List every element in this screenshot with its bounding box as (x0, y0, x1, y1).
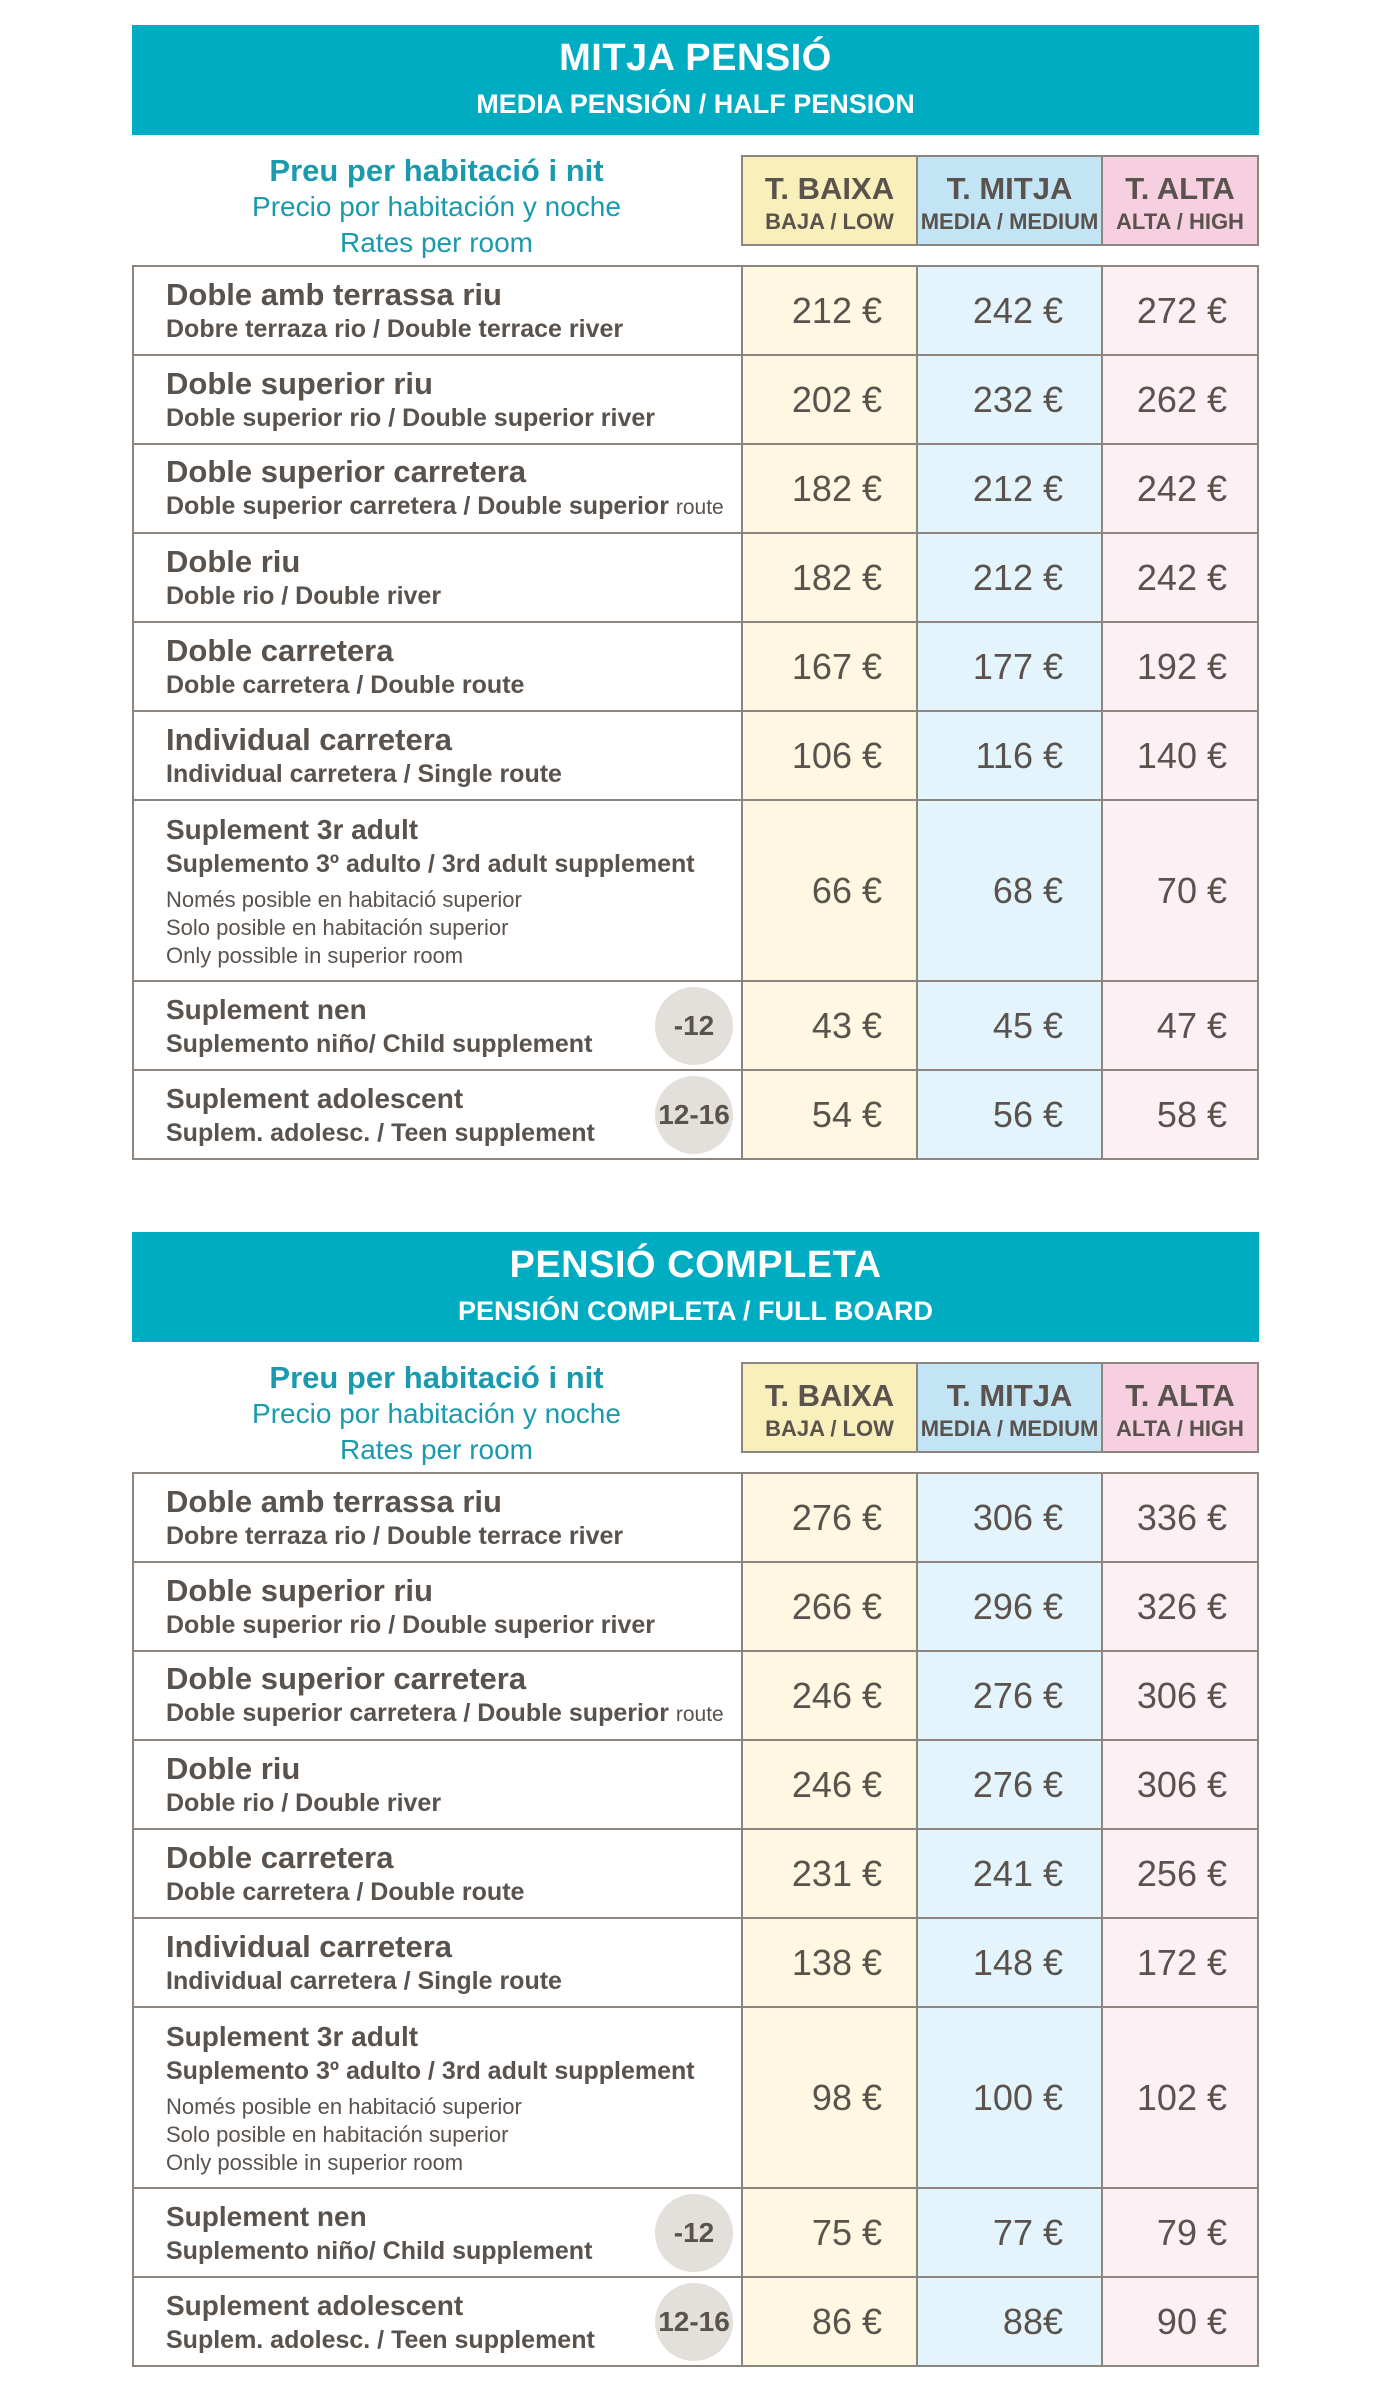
price-high: 326 € (1101, 1563, 1259, 1650)
price-medium: 68 € (916, 801, 1101, 980)
price-high: 47 € (1101, 982, 1259, 1069)
price-low: 182 € (741, 445, 916, 532)
price-low: 266 € (741, 1563, 916, 1650)
table-row (132, 2278, 1259, 2367)
season-name: T. ALTA (1125, 171, 1235, 206)
table-row (132, 267, 1259, 356)
room-type-cell (132, 267, 741, 354)
room-type-name: Doble superior carretera (166, 1660, 527, 1696)
room-type-cell (132, 712, 741, 799)
table-row (132, 2189, 1259, 2278)
price-medium: 241 € (916, 1830, 1101, 1917)
price-low: 54 € (741, 1071, 916, 1158)
room-type-translation-text: Doble superior carretera / Double superior (166, 491, 669, 520)
room-type-translation-text: Doble rio / Double river (166, 581, 442, 610)
season-header-low (741, 157, 916, 244)
price-medium: 232 € (916, 356, 1101, 443)
price-high: 192 € (1101, 623, 1259, 710)
section-banner (132, 1232, 1259, 1342)
price-low: 231 € (741, 1830, 916, 1917)
room-type-name: Doble superior riu (166, 365, 433, 401)
price-high: 272 € (1101, 267, 1259, 354)
price-medium: 56 € (916, 1071, 1101, 1158)
season-sub: BAJA / LOW (765, 1416, 894, 1441)
room-type-cell (132, 2278, 741, 2365)
room-type-translation-text: Suplemento niño/ Child supplement (166, 2236, 593, 2265)
price-high: 306 € (1101, 1652, 1259, 1739)
room-type-translation-text: Doble carretera / Double route (166, 670, 525, 699)
season-header-high (1101, 1364, 1259, 1451)
table-row (132, 623, 1259, 712)
price-low: 182 € (741, 534, 916, 621)
rate-label-ca: Preu per habitació i nit (269, 153, 604, 188)
room-type-name: Doble superior carretera (166, 453, 527, 489)
room-type-cell (132, 801, 741, 980)
rate-label (132, 153, 741, 261)
season-name: T. MITJA (946, 1378, 1073, 1413)
room-type-translation-suffix: route (675, 1702, 724, 1726)
room-type-cell (132, 2189, 741, 2276)
room-type-cell (132, 1830, 741, 1917)
room-type-name: Suplement nen (166, 993, 367, 1025)
price-high: 262 € (1101, 356, 1259, 443)
price-high: 90 € (1101, 2278, 1259, 2365)
rate-label-ca: Preu per habitació i nit (269, 1360, 604, 1395)
room-type-translation (166, 1876, 741, 1908)
availability-note: Only possible in superior room (166, 2149, 464, 2175)
section-subtitle: MEDIA PENSIÓN / HALF PENSION (476, 89, 915, 119)
availability-note: Només posible en habitació superior (166, 886, 522, 912)
price-low: 212 € (741, 267, 916, 354)
room-type-translation-text: Doble superior carretera / Double superior (166, 1698, 669, 1727)
price-high: 242 € (1101, 445, 1259, 532)
room-type-name: Doble riu (166, 1750, 301, 1786)
price-low: 246 € (741, 1741, 916, 1828)
room-type-cell (132, 1652, 741, 1739)
price-high: 58 € (1101, 1071, 1259, 1158)
season-sub: ALTA / HIGH (1116, 1416, 1244, 1441)
room-type-cell (132, 356, 741, 443)
room-type-translation-text: Suplemento 3º adulto / 3rd adult supplement (166, 849, 695, 878)
price-medium: 116 € (916, 712, 1101, 799)
section-title: PENSIÓ COMPLETA (509, 1244, 882, 1286)
room-type-translation (166, 848, 741, 880)
room-type-translation (166, 1520, 741, 1552)
price-table (132, 265, 1259, 1160)
season-header-row (741, 1362, 1259, 1453)
rate-label (132, 1360, 741, 1468)
table-row (132, 1741, 1259, 1830)
price-medium: 242 € (916, 267, 1101, 354)
room-type-name: Doble riu (166, 543, 301, 579)
price-high: 336 € (1101, 1474, 1259, 1561)
season-sub: BAJA / LOW (765, 209, 894, 234)
table-row (132, 356, 1259, 445)
rate-label-es: Precio por habitación y noche (252, 191, 621, 222)
price-medium: 296 € (916, 1563, 1101, 1650)
season-name: T. BAIXA (764, 1378, 895, 1413)
price-table (132, 1472, 1259, 2367)
price-medium: 100 € (916, 2008, 1101, 2187)
section-title: MITJA PENSIÓ (559, 37, 832, 79)
room-type-translation-text: Suplemento niño/ Child supplement (166, 1029, 593, 1058)
room-type-translation (166, 1697, 741, 1731)
price-medium: 148 € (916, 1919, 1101, 2006)
room-type-translation (166, 402, 741, 434)
room-type-name: Individual carretera (166, 1928, 453, 1964)
age-range-badge: 12-16 (655, 1076, 733, 1154)
age-range-badge: 12-16 (655, 2283, 733, 2361)
availability-note: Solo posible en habitación superior (166, 914, 509, 940)
room-type-translation (166, 2055, 741, 2087)
season-header-medium (916, 157, 1101, 244)
price-high: 172 € (1101, 1919, 1259, 2006)
price-medium: 177 € (916, 623, 1101, 710)
price-medium: 212 € (916, 445, 1101, 532)
price-low: 246 € (741, 1652, 916, 1739)
room-type-cell (132, 2008, 741, 2187)
room-type-translation-text: Suplem. adolesc. / Teen supplement (166, 1118, 595, 1147)
room-type-name: Doble carretera (166, 1839, 394, 1875)
price-medium: 276 € (916, 1741, 1101, 1828)
price-low: 86 € (741, 2278, 916, 2365)
rate-label-en: Rates per room (340, 227, 533, 258)
price-medium: 306 € (916, 1474, 1101, 1561)
table-row (132, 982, 1259, 1071)
room-type-name: Individual carretera (166, 721, 453, 757)
price-medium: 212 € (916, 534, 1101, 621)
room-type-cell (132, 1071, 741, 1158)
table-row (132, 1919, 1259, 2008)
table-row (132, 712, 1259, 801)
room-type-translation-text: Individual carretera / Single route (166, 759, 562, 788)
age-range-badge: -12 (655, 987, 733, 1065)
room-type-name: Suplement nen (166, 2200, 367, 2232)
room-type-name: Suplement 3r adult (166, 813, 419, 845)
price-high: 102 € (1101, 2008, 1259, 2187)
room-type-translation (166, 580, 741, 612)
room-type-cell (132, 1741, 741, 1828)
room-type-translation-text: Doble rio / Double river (166, 1788, 442, 1817)
room-type-translation (166, 1965, 741, 1997)
room-type-translation (166, 669, 741, 701)
price-medium: 88€ (916, 2278, 1101, 2365)
room-type-name: Doble superior riu (166, 1572, 433, 1608)
room-type-translation (166, 313, 741, 345)
price-high: 79 € (1101, 2189, 1259, 2276)
price-medium: 276 € (916, 1652, 1101, 1739)
room-type-translation-text: Doble superior rio / Double superior river (166, 403, 655, 432)
table-row (132, 1830, 1259, 1919)
table-row (132, 534, 1259, 623)
room-type-cell (132, 1563, 741, 1650)
season-header-row (741, 155, 1259, 246)
season-name: T. MITJA (946, 171, 1073, 206)
room-type-name: Doble amb terrassa riu (166, 1483, 502, 1519)
room-type-translation (166, 1609, 741, 1641)
price-high: 140 € (1101, 712, 1259, 799)
room-type-name: Doble carretera (166, 632, 394, 668)
price-low: 106 € (741, 712, 916, 799)
table-row (132, 1563, 1259, 1652)
season-header-medium (916, 1364, 1101, 1451)
room-type-translation (166, 758, 741, 790)
room-type-cell (132, 534, 741, 621)
room-type-translation-text: Doble superior rio / Double superior river (166, 1610, 655, 1639)
room-type-cell (132, 1919, 741, 2006)
table-row (132, 445, 1259, 534)
table-row (132, 2008, 1259, 2189)
table-row (132, 1071, 1259, 1160)
room-type-translation-suffix: route (675, 495, 724, 519)
room-type-translation-text: Suplem. adolesc. / Teen supplement (166, 2325, 595, 2354)
age-range-badge: -12 (655, 2194, 733, 2272)
price-low: 202 € (741, 356, 916, 443)
availability-note: Solo posible en habitación superior (166, 2121, 509, 2147)
room-type-name: Doble amb terrassa riu (166, 276, 502, 312)
room-type-name: Suplement adolescent (166, 2289, 464, 2321)
availability-note: Only possible in superior room (166, 942, 464, 968)
availability-note: Només posible en habitació superior (166, 2093, 522, 2119)
room-type-translation-text: Individual carretera / Single route (166, 1966, 562, 1995)
price-low: 75 € (741, 2189, 916, 2276)
price-high: 306 € (1101, 1741, 1259, 1828)
season-name: T. ALTA (1125, 1378, 1235, 1413)
price-low: 138 € (741, 1919, 916, 2006)
season-name: T. BAIXA (764, 171, 895, 206)
price-low: 276 € (741, 1474, 916, 1561)
price-high: 70 € (1101, 801, 1259, 980)
room-type-name: Suplement 3r adult (166, 2020, 419, 2052)
season-header-low (741, 1364, 916, 1451)
price-high: 256 € (1101, 1830, 1259, 1917)
season-sub: MEDIA / MEDIUM (920, 1416, 1099, 1441)
rate-label-es: Precio por habitación y noche (252, 1398, 621, 1429)
room-type-translation (166, 1787, 741, 1819)
price-medium: 45 € (916, 982, 1101, 1069)
room-type-translation-text: Suplemento 3º adulto / 3rd adult supplement (166, 2056, 695, 2085)
room-type-translation-text: Doble carretera / Double route (166, 1877, 525, 1906)
room-type-translation-text: Dobre terraza rio / Double terrace river (166, 314, 624, 343)
price-low: 66 € (741, 801, 916, 980)
room-type-translation-text: Dobre terraza rio / Double terrace river (166, 1521, 624, 1550)
room-type-cell (132, 982, 741, 1069)
section-subtitle: PENSIÓN COMPLETA / FULL BOARD (457, 1296, 933, 1326)
season-sub: MEDIA / MEDIUM (920, 209, 1099, 234)
room-type-cell (132, 1474, 741, 1561)
price-high: 242 € (1101, 534, 1259, 621)
table-row (132, 1652, 1259, 1741)
room-type-cell (132, 623, 741, 710)
season-sub: ALTA / HIGH (1116, 209, 1244, 234)
room-type-translation (166, 490, 741, 524)
section-banner (132, 25, 1259, 135)
season-header-high (1101, 157, 1259, 244)
room-type-cell (132, 445, 741, 532)
rate-label-en: Rates per room (340, 1434, 533, 1465)
price-low: 98 € (741, 2008, 916, 2187)
price-low: 167 € (741, 623, 916, 710)
table-row (132, 801, 1259, 982)
price-low: 43 € (741, 982, 916, 1069)
room-type-name: Suplement adolescent (166, 1082, 464, 1114)
table-row (132, 1474, 1259, 1563)
price-medium: 77 € (916, 2189, 1101, 2276)
